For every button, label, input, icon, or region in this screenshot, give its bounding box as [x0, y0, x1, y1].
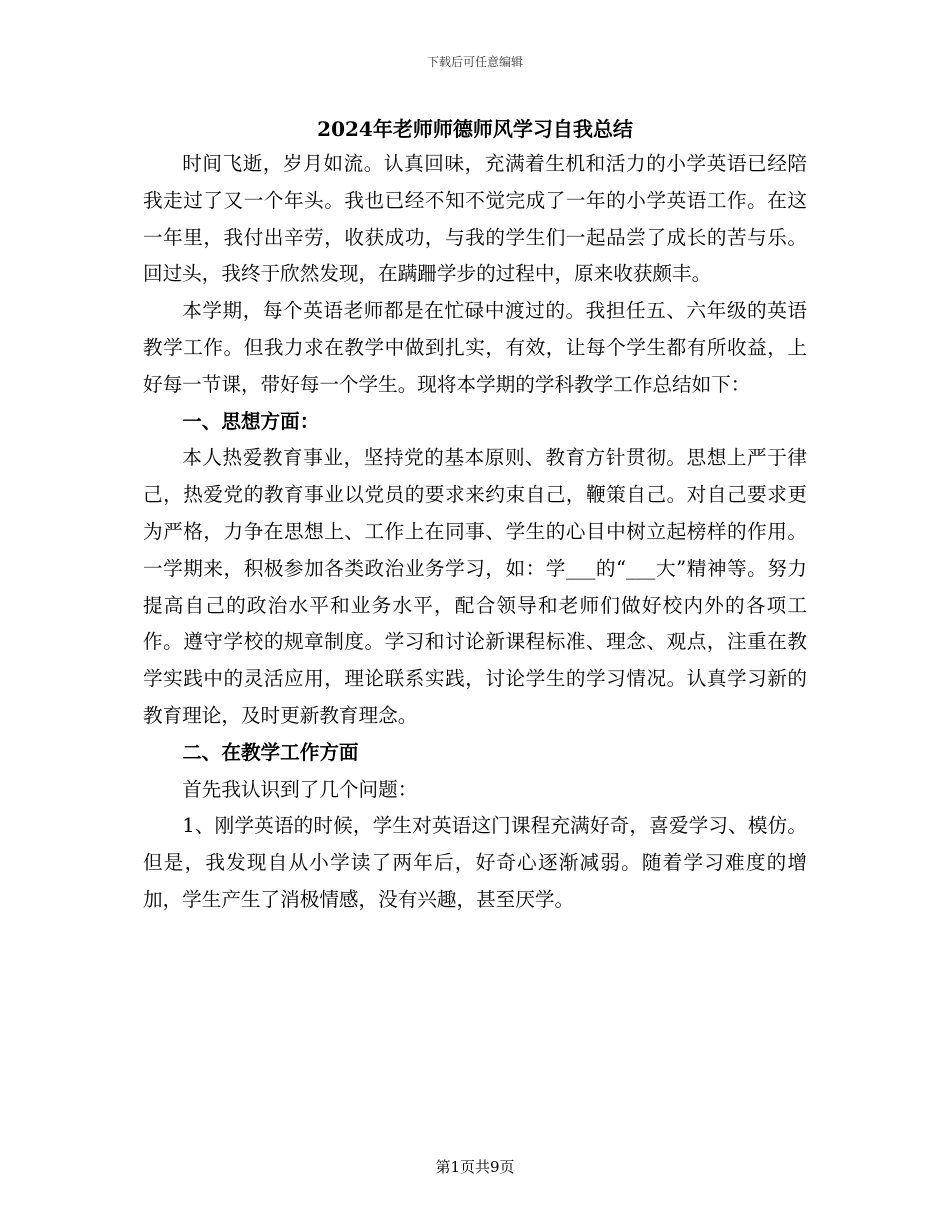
paragraph-semester: 本学期，每个英语老师都是在忙碌中渡过的。我担任五、六年级的英语教学工作。但我力求在教学中做到扎实，有效，让每个学生都有所收益，上好每一节课，带好每一个学生。现将本学期的学科教学工作总结如下：: [143, 299, 807, 396]
page-number: 第1页共9页: [435, 1158, 515, 1176]
download-note: 下载后可任意编辑: [426, 55, 523, 69]
paragraph-problem-1: 1、刚学英语的时候，学生对英语这门课程充满好奇，喜爱学习、模仿。但是，我发现自从小学读了两年后，好奇心逐渐减弱。随着学习难度的增加，学生产生了消极情感，没有兴趣，甚至厌学。: [143, 814, 807, 911]
paragraph-ideology: 本人热爱教育事业，坚持党的基本原则、教育方针贯彻。思想上严于律己，热爱党的教育事业以党员的要求来约束自己，鞭策自己。对自己要求更为严格，力争在思想上、工作上在同事、学生的心目中树立起榜样的作用。一学期来，积极参加各类政治业务学习，如：学___的“___大”精神等。努力提高自己的政治水平和业务水平，配合领导和老师们做好校内外的各项工作。遵守学校的规章制度。学习和讨论新课程标准、理念、观点，注重在教学实践中的灵活应用，理论联系实践，讨论学生的学习情况。认真学习新的教育理论，及时更新教育理念。: [143, 446, 807, 727]
document-title: 2024年老师师德师风学习自我总结: [317, 117, 633, 141]
section-heading-teaching: 二、在教学工作方面: [182, 740, 359, 764]
paragraph-intro: 时间飞逝，岁月如流。认真回味，充满着生机和活力的小学英语已经陪我走过了又一个年头。我也已经不知不觉完成了一年的小学英语工作。在这一年里，我付出辛劳，收获成功，与我的学生们一起品尝了成长的苦与乐。回过头，我终于欣然发现，在蹒跚学步的过程中，原来收获颇丰。: [143, 152, 807, 286]
section-heading-ideology: 一、思想方面：: [182, 409, 320, 433]
document-body: [143, 146, 807, 919]
paragraph-problems-intro: 首先我认识到了几个问题：: [182, 777, 418, 801]
